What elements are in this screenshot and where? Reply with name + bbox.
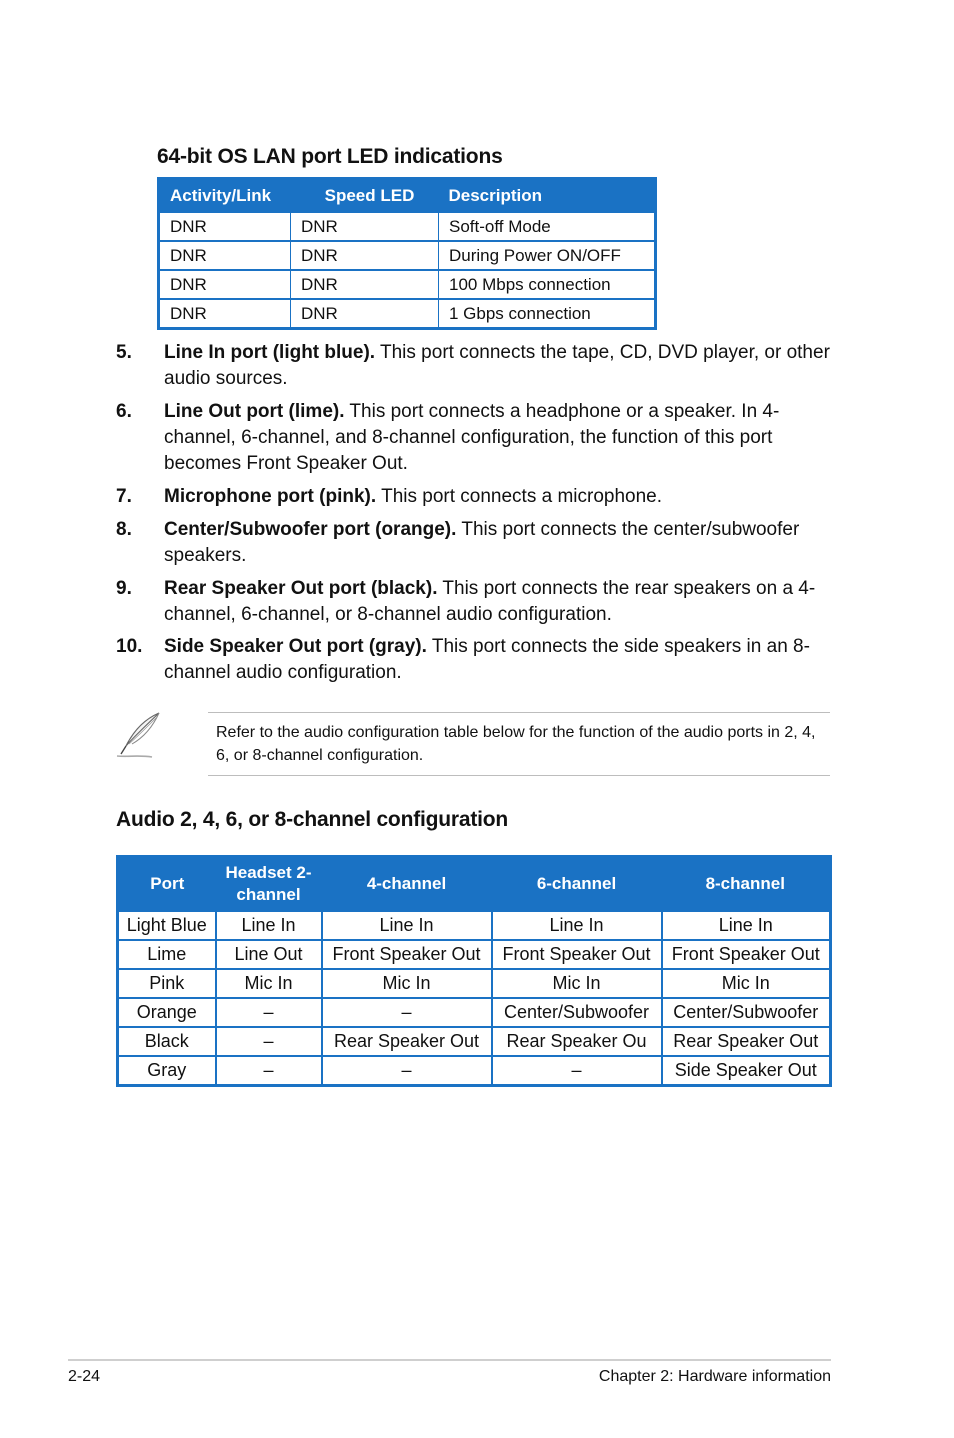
table-row xyxy=(159,299,656,329)
list-item-term: Microphone port (pink). xyxy=(164,486,377,507)
table-cell: Black xyxy=(118,1027,216,1056)
list-item xyxy=(116,340,836,392)
list-item-text: This port connects a microphone. xyxy=(376,486,663,507)
table-cell: Front Speaker Out xyxy=(662,940,831,969)
list-item-term: Center/Subwoofer port (orange). xyxy=(164,519,457,540)
table-cell: Rear Speaker Ou xyxy=(492,1027,662,1056)
footer-divider xyxy=(68,1359,831,1361)
table-cell: Line In xyxy=(662,911,831,940)
table-cell: Center/Subwoofer xyxy=(492,998,662,1027)
table-cell: Line In xyxy=(216,911,322,940)
note-text: Refer to the audio configuration table below for the function of the audio ports in 2, 4, 6, or 8-channel configuration. xyxy=(216,724,816,764)
list-item xyxy=(116,634,836,686)
list-item-text: This port connects a headphone or a speaker. In 4-channel, 6-channel, and 8-channel configuration, the function of this port becomes Front Speaker Out. xyxy=(164,401,780,474)
table-row xyxy=(118,940,831,969)
table-cell: 100 Mbps connection xyxy=(439,270,656,299)
table-cell: – xyxy=(216,998,322,1027)
table-cell: DNR xyxy=(159,212,291,241)
table-cell: Rear Speaker Out xyxy=(322,1027,492,1056)
table-cell: Mic In xyxy=(322,969,492,998)
audio-config-table xyxy=(116,855,832,1087)
table-row xyxy=(118,911,831,940)
chapter-title: Chapter 2: Hardware information xyxy=(598,1368,831,1385)
quill-pen-icon xyxy=(112,710,164,762)
lan-led-table xyxy=(157,177,657,330)
header-speed-led: Speed LED xyxy=(291,179,439,213)
table-cell: DNR xyxy=(291,241,439,270)
table-cell: Soft-off Mode xyxy=(439,212,656,241)
table-cell: Gray xyxy=(118,1056,216,1086)
table-cell: – xyxy=(216,1027,322,1056)
table-cell: – xyxy=(322,1056,492,1086)
list-item-text: This port connects the tape, CD, DVD player, or other audio sources. xyxy=(164,342,830,389)
table-cell: DNR xyxy=(159,299,291,329)
header-6-channel: 6-channel xyxy=(492,857,662,912)
table-cell: 1 Gbps connection xyxy=(439,299,656,329)
header-activity-link: Activity/Link xyxy=(159,179,291,213)
list-number: 9. xyxy=(116,578,132,599)
table-row xyxy=(159,212,656,241)
table-cell: Light Blue xyxy=(118,911,216,940)
table-row xyxy=(118,969,831,998)
list-number: 6. xyxy=(116,401,132,422)
table-row xyxy=(159,241,656,270)
header-headset-2-channel xyxy=(216,857,322,912)
table-cell: Orange xyxy=(118,998,216,1027)
table-cell: Line In xyxy=(492,911,662,940)
list-item xyxy=(116,517,836,569)
header-port: Port xyxy=(118,857,216,912)
list-item-term: Line Out port (lime). xyxy=(164,401,345,422)
table-cell: Center/Subwoofer xyxy=(662,998,831,1027)
list-number: 10. xyxy=(116,636,143,657)
lan-table-title: 64-bit OS LAN port LED indications xyxy=(157,145,503,168)
table-row xyxy=(118,1027,831,1056)
table-cell: DNR xyxy=(291,212,439,241)
table-cell: Rear Speaker Out xyxy=(662,1027,831,1056)
table-cell: Pink xyxy=(118,969,216,998)
header-description: Description xyxy=(439,179,656,213)
table-cell: – xyxy=(492,1056,662,1086)
list-item xyxy=(116,484,836,510)
table-cell: Mic In xyxy=(492,969,662,998)
table-cell: Side Speaker Out xyxy=(662,1056,831,1086)
table-cell: Front Speaker Out xyxy=(492,940,662,969)
list-item xyxy=(116,399,836,477)
list-item-term: Rear Speaker Out port (black). xyxy=(164,578,438,599)
table-cell: DNR xyxy=(291,299,439,329)
list-number: 8. xyxy=(116,519,132,540)
table-cell: Line In xyxy=(322,911,492,940)
table-row xyxy=(118,1056,831,1086)
table-cell: Mic In xyxy=(216,969,322,998)
list-number: 7. xyxy=(116,486,132,507)
note-divider-bottom xyxy=(208,775,830,776)
table-cell: Line Out xyxy=(216,940,322,969)
list-item-text: This port connects the center/subwoofer speakers. xyxy=(164,519,800,566)
header-4-channel: 4-channel xyxy=(322,857,492,912)
table-cell: During Power ON/OFF xyxy=(439,241,656,270)
table-cell: DNR xyxy=(159,241,291,270)
table-cell: DNR xyxy=(291,270,439,299)
table-row xyxy=(159,270,656,299)
audio-table-title: Audio 2, 4, 6, or 8-channel configuration xyxy=(116,808,509,831)
header-headset-text: Headset 2-channel xyxy=(225,863,312,904)
note-divider-top xyxy=(208,712,830,713)
list-item-term: Side Speaker Out port (gray). xyxy=(164,636,427,657)
table-row xyxy=(118,998,831,1027)
table-header-row xyxy=(118,857,831,912)
list-item-text: This port connects the rear speakers on a 4-channel, 6-channel, or 8-channel audio configuration. xyxy=(164,578,816,625)
list-number: 5. xyxy=(116,342,132,363)
table-cell: – xyxy=(322,998,492,1027)
table-cell: DNR xyxy=(159,270,291,299)
page-number: 2-24 xyxy=(68,1368,101,1385)
list-item-term: Line In port (light blue). xyxy=(164,342,376,363)
table-header-row xyxy=(159,179,656,213)
table-cell: Front Speaker Out xyxy=(322,940,492,969)
table-cell: Mic In xyxy=(662,969,831,998)
table-cell: Lime xyxy=(118,940,216,969)
header-8-channel: 8-channel xyxy=(662,857,831,912)
list-item xyxy=(116,576,836,628)
table-cell: – xyxy=(216,1056,322,1086)
list-item-text: This port connects the side speakers in an 8-channel audio configuration. xyxy=(164,636,810,683)
